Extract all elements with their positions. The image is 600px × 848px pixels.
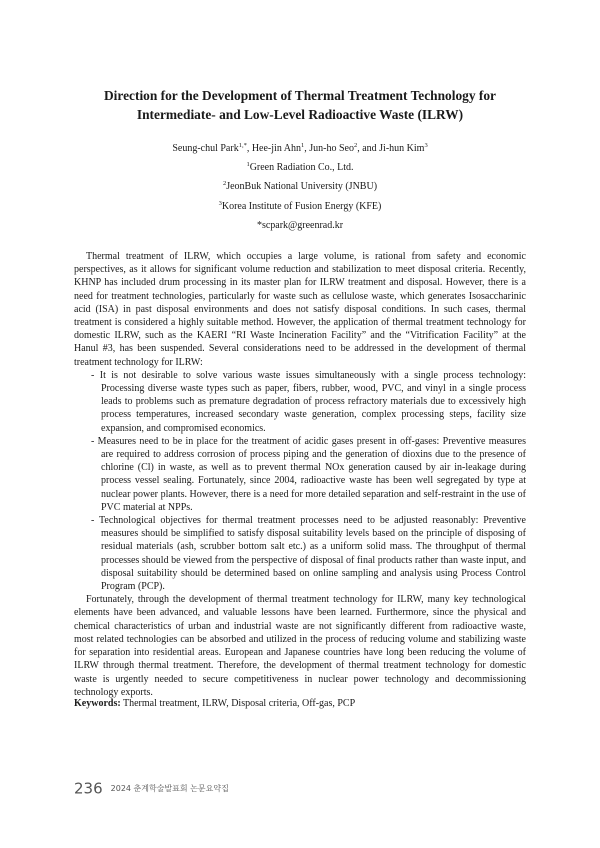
consideration-item-2: - Measures need to be in place for the treatment of acidic gases present in off-gases: Preventive measures are required to address corrosion of process piping and the generation of dioxins due to the presence of chlorine (Cl) in waste, as well as to prevent thermal NOx generation caused by air in-leakage during process vessel sealing. Fortunately, since 2004, radioactive waste has been well segregated by type at nuclear power plants. However, there is a need for more detailed separation and self-restraint in the use of PVC material at NPPs. [91, 435, 526, 513]
consideration-item-1: - It is not desirable to solve various waste issues simultaneously with a single process technology: Processing diverse waste types such as paper, fibers, rubber, wood, PVC, and vinyl in a single process leads to problems such as premature degradation of process refractory materials due to excessively high process temperatures, increased secondary waste generation, complex processing steps, facility size expansion, and compromised economics. [91, 369, 526, 434]
author-4: , and Ji-hun Kim [357, 143, 425, 154]
author-2-affiliation: 1 [300, 142, 305, 149]
page-number: 236 [74, 779, 103, 798]
title-line-1: Direction for the Development of Thermal Treatment Technology for [104, 88, 496, 103]
author-1-affiliation: 1,* [238, 142, 247, 149]
affiliation-3: $^3$Korea Institute of Fusion Energy (KFE) [218, 199, 382, 212]
author-1: Seung-chul Park [172, 143, 239, 154]
keywords-line [74, 697, 526, 710]
page-footer [74, 778, 229, 798]
author-4-affiliation: 3 [424, 142, 428, 149]
affiliation-2: $^2$JeonBuk National University (JNBU) [222, 180, 378, 193]
keywords-text: Thermal treatment, ILRW, Disposal criteria, Off-gas, PCP [120, 698, 356, 709]
abstract-body [74, 250, 526, 699]
proceedings-title: 2024 춘계학술발표회 논문요약집 [110, 784, 229, 793]
corresponding-email: *scpark@greenrad.kr [256, 219, 344, 231]
author-list [60, 139, 540, 158]
author-block [60, 139, 540, 235]
author-2: , Hee-jin Ahn [246, 143, 301, 154]
keywords-label: Keywords: [74, 698, 121, 709]
author-3-affiliation: 2 [353, 142, 358, 149]
abstract-paragraph-1: Thermal treatment of ILRW, which occupies a large volume, is rational from safety and economic perspectives, as it allows for significant volume reduction and stabilization to meet disposal criteria. Recently, KHNP has included drum processing in its master plan for ILRW treatment and disposal. However, there is a need for treatment technologies, particularly for waste such as cellulose waste, which generates Isosaccharinic acid (ISA) in past disposal environments and does not satisfy disposal conditions. In such cases, thermal treatment is considered a highly suitable method. However, the application of thermal treatment technology for domestic ILRW, such as the KAERI “RI Waste Incineration Facility” and the “Vitrification Facility” at the Hanul #3, has been suspended. Several considerations need to be addressed in the development of thermal treatment technology for ILRW: [74, 251, 526, 368]
author-3: , Jun-ho Seo [304, 143, 354, 154]
title-line-2: Intermediate- and Low-Level Radioactive Waste (ILRW) [136, 107, 464, 122]
consideration-item-3: - Technological objectives for thermal treatment processes need to be adjusted reasonably: Preventive measures should be simplified to satisfy disposal suitability levels based on the principle of disposing of residual materials (ash, scrubber bottom salt etc.) as a uniform solid mass. The throughput of thermal processes should be viewed from the perspective of disposal of final products rather than waste input, and disposal suitability should be determined based on online sampling and analysis using Process Control Program (PCP). [91, 515, 526, 593]
paper-title [60, 86, 540, 124]
abstract-paragraph-2: Fortunately, through the development of thermal treatment technology for ILRW, many key technological elements have been advanced, and valuable lessons have been learned. Furthermore, since the physical and chemical characteristics of urban and industrial waste are not significantly different from radioactive waste, most related technologies can be absorbed and utilized in the process of reducing volume and stabilizing waste for separation into residential areas. European and Japanese countries have long been reducing the volume of ILRW through thermal treatment. Therefore, the development of thermal treatment technology for domestic waste is urgently needed to secure competitiveness in nuclear power technology and decommissioning technology exports. [74, 594, 526, 698]
affiliation-1: $^1$Green Radiation Co., Ltd. [246, 161, 354, 174]
